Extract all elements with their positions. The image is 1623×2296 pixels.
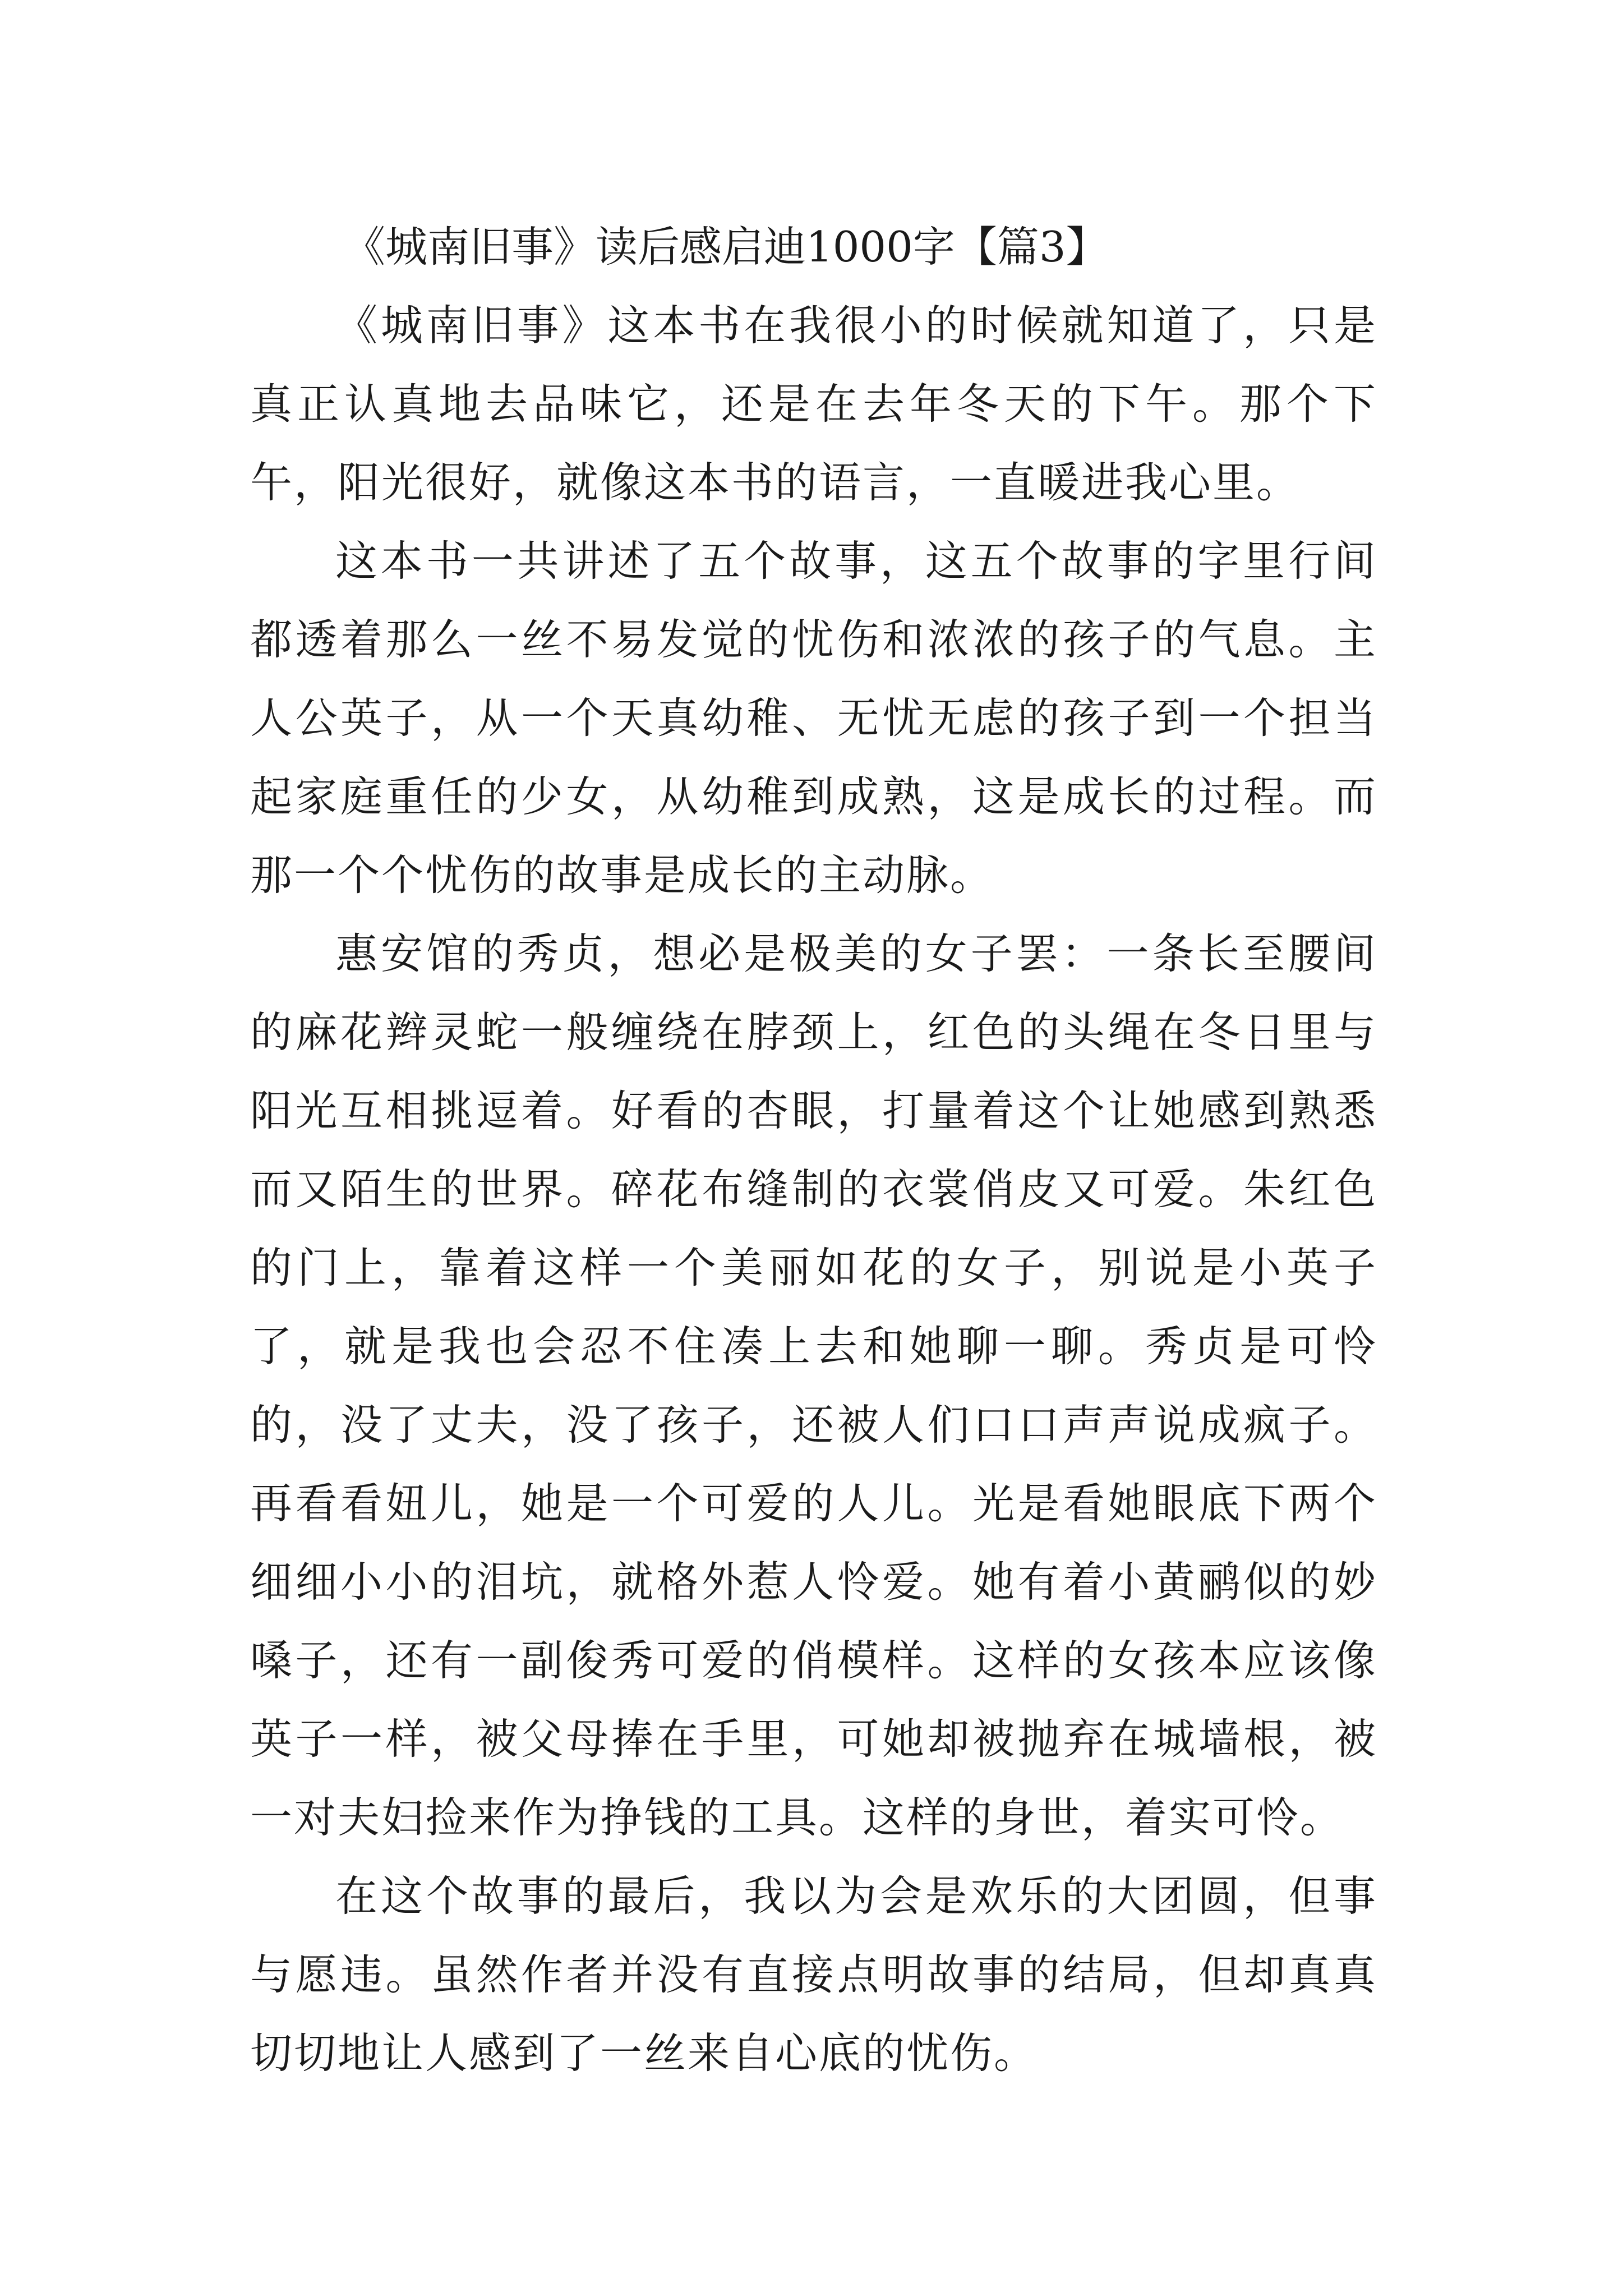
document-title: 《城南旧事》读后感启迪1000字【篇3】 [343, 222, 1108, 272]
paragraph: 这本书一共讲述了五个故事，这五个故事的字里行间都透着那么一丝不易发觉的忧伤和浓浓的孩子的气息。主人公英子，从一个天真幼稚、无忧无虑的孩子到一个担当起家庭重任的少女，从幼稚到成熟，这是成长的过程。而那一个个忧伤的故事是成长的主动脉。 [250, 536, 1377, 900]
paragraph: 在这个故事的最后，我以为会是欢乐的大团圆，但事与愿违。虽然作者并没有直接点明故事的结局，但却真真切切地让人感到了一丝来自心底的忧伤。 [250, 1871, 1377, 2078]
paragraph: 《城南旧事》这本书在我很小的时候就知道了，只是真正认真地去品味它，还是在去年冬天的下午。那个下午，阳光很好，就像这本书的语言，一直暖进我心里。 [250, 301, 1377, 507]
document-body [250, 208, 1377, 2092]
paragraph: 惠安馆的秀贞，想必是极美的女子罢：一条长至腰间的麻花辫灵蛇一般缠绕在脖颈上，红色的头绳在冬日里与阳光互相挑逗着。好看的杏眼，打量着这个让她感到熟悉而又陌生的世界。碎花布缝制的衣裳俏皮又可爱。朱红色的门上，靠着这样一个美丽如花的女子，别说是小英子了，就是我也会忍不住凑上去和她聊一聊。秀贞是可怜的，没了丈夫，没了孩子，还被人们口口声声说成疯子。再看看妞儿，她是一个可爱的人儿。光是看她眼底下两个细细小小的泪坑，就格外惹人怜爱。她有着小黄鹂似的妙嗓子，还有一副俊秀可爱的俏模样。这样的女孩本应该像英子一样，被父母捧在手里，可她却被抛弃在城墙根，被一对夫妇捡来作为挣钱的工具。这样的身世，着实可怜。 [250, 929, 1377, 1842]
